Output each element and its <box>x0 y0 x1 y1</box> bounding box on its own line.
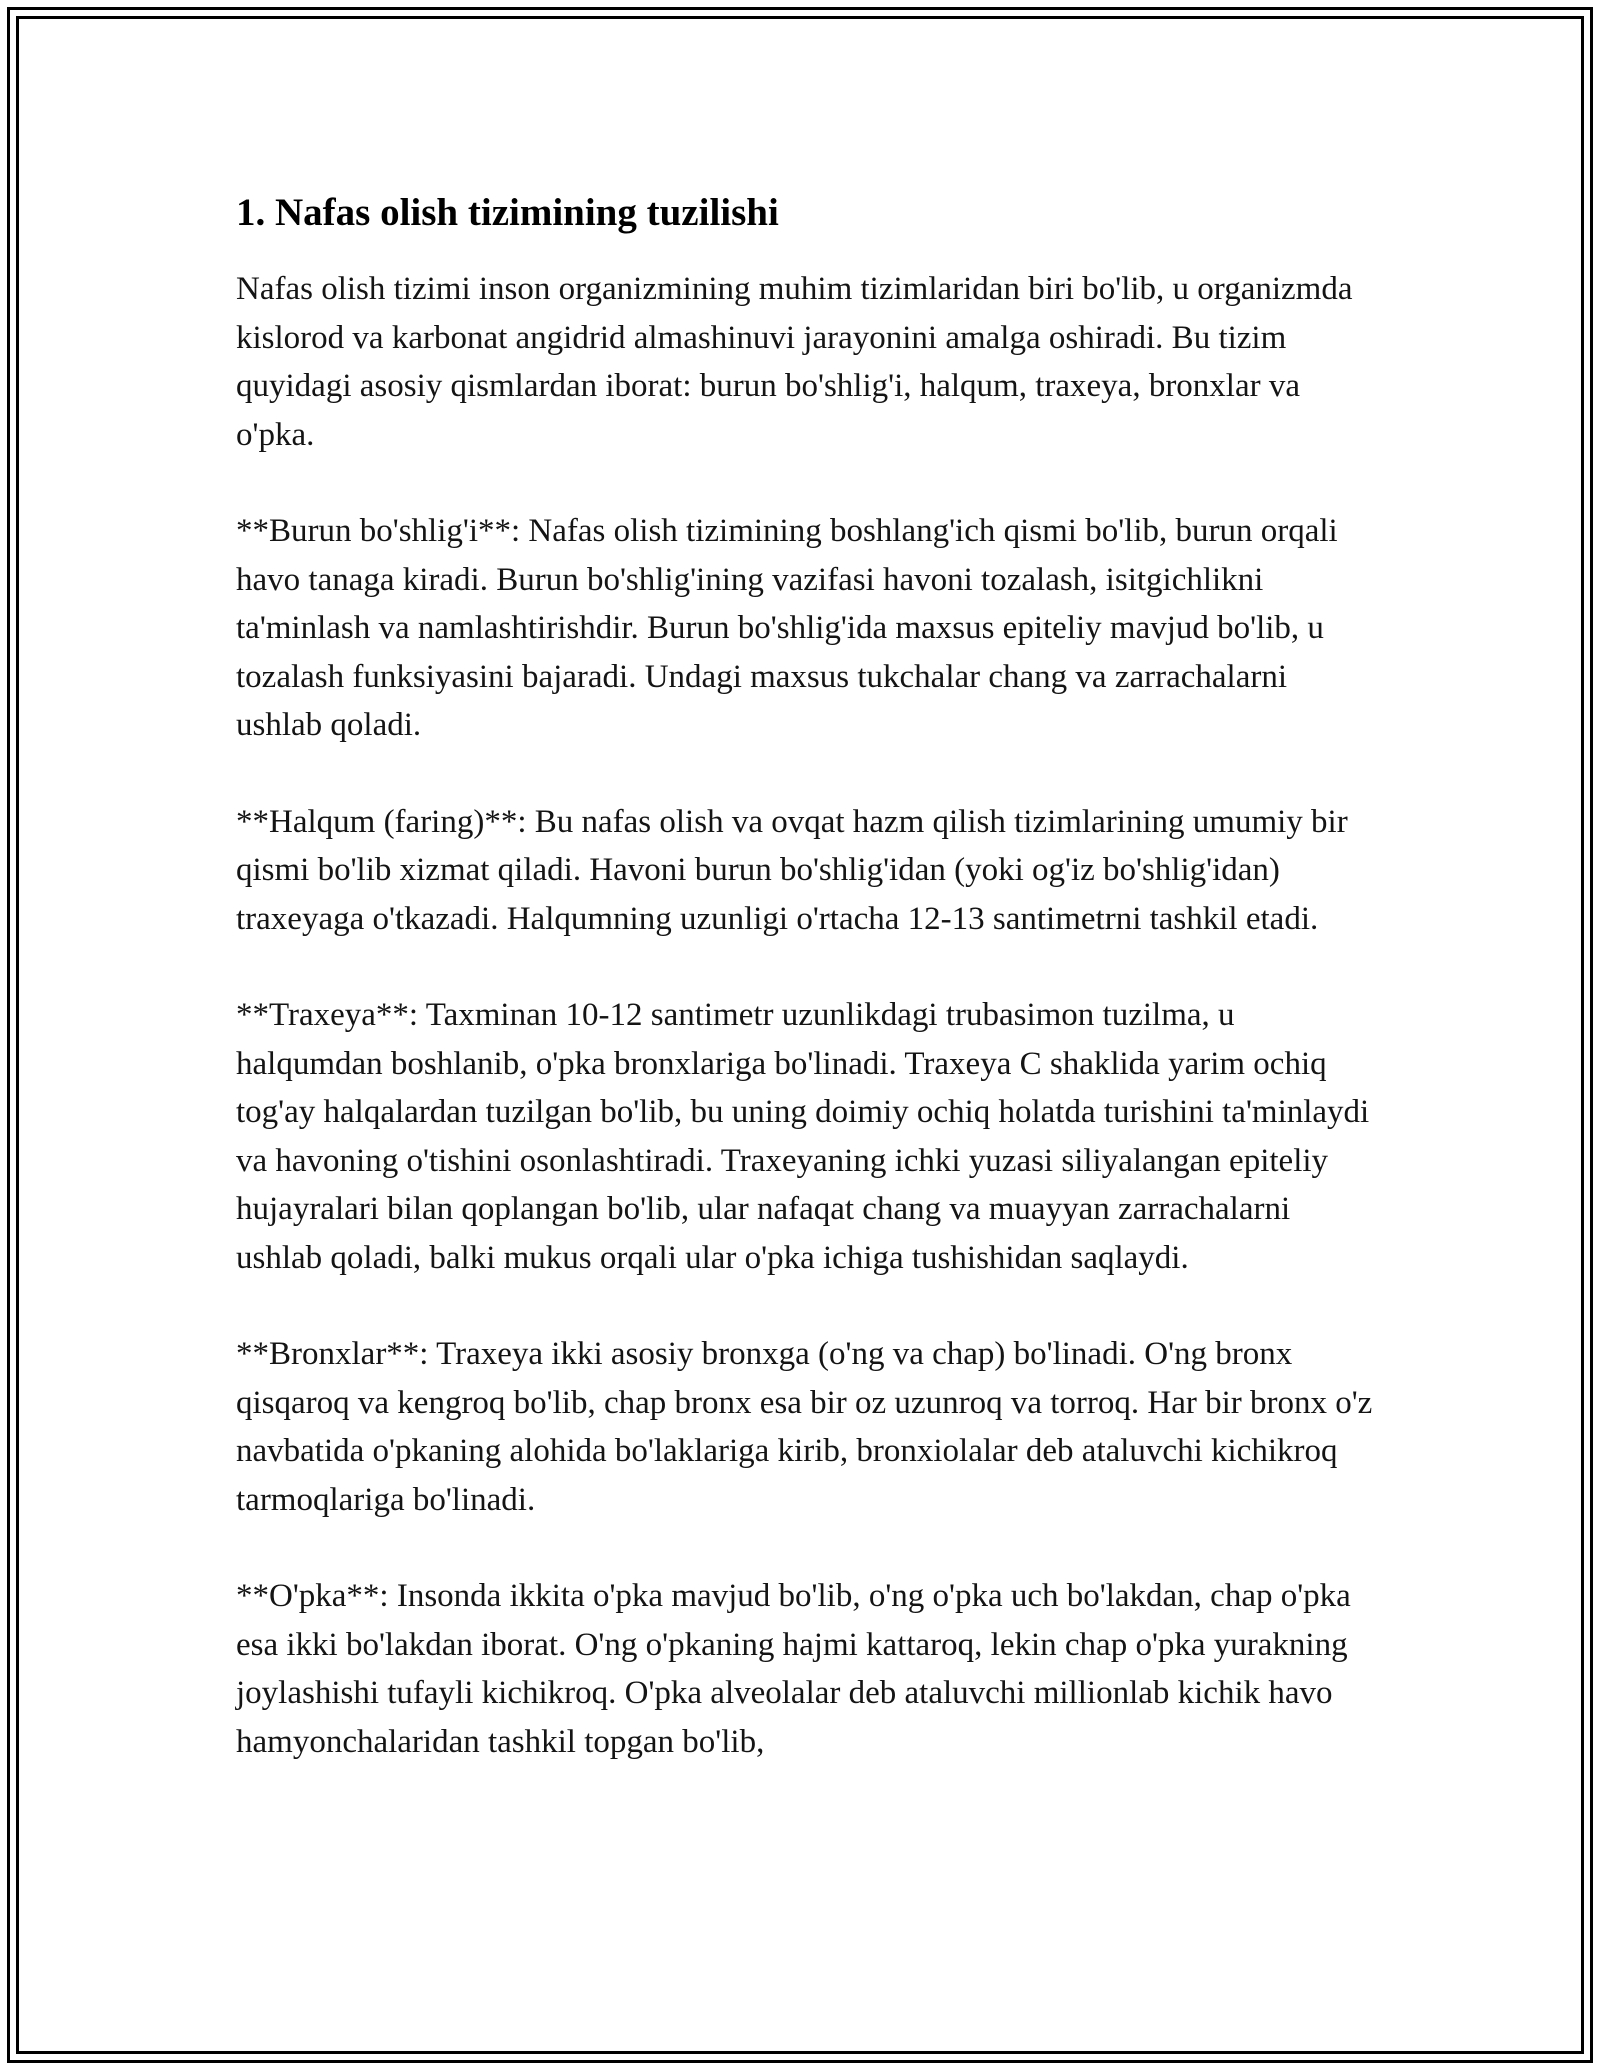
paragraph-intro: Nafas olish tizimi inson organizmining muhim tizimlaridan biri bo'lib, u organizmda kislorod va karbonat angidrid almashinuvi jarayonini amalga oshiradi. Bu tizim quyidagi asosiy qismlardan iborat: burun bo'shlig'i, halqum, traxeya, bronxlar va o'pka. <box>236 271 1353 453</box>
paragraph-opka: **O'pka**: Insonda ikkita o'pka mavjud bo'lib, o'ng o'pka uch bo'lakdan, chap o'pka esa ikki bo'lakdan iborat. O'ng o'pkaning hajmi kattaroq, lekin chap o'pka yurakning joylashishi tufayli kichikroq. O'pka alveolalar deb ataluvchi millionlab kichik havo hamyonchalaridan tashkil topgan bo'lib, <box>236 1578 1351 1760</box>
paragraph-traxeya: **Traxeya**: Taxminan 10-12 santimetr uzunlikdagi trubasimon tuzilma, u halqumdan boshlanib, o'pka bronxlariga bo'linadi. Traxeya C shaklida yarim ochiq tog'ay halqalardan tuzilgan bo'lib, bu uning doimiy ochiq holatda turishini ta'minlaydi va havoning o'tishini osonlashtiradi. Traxeyaning ichki yuzasi siliyalangan epiteliy hujayralari bilan qoplangan bo'lib, ular nafaqat chang va muayyan zarrachalarni ushlab qoladi, balki mukus orqali ular o'pka ichiga tushishidan saqlaydi. <box>236 997 1370 1276</box>
paragraph-bronxlar: **Bronxlar**: Traxeya ikki asosiy bronxga (o'ng va chap) bo'linadi. O'ng bronx qisqaroq va kengroq bo'lib, chap bronx esa bir oz uzunroq va torroq. Har bir bronx o'z navbatida o'pkaning alohida bo'laklariga kirib, bronxiolalar deb ataluvchi kichikroq tarmoqlariga bo'linadi. <box>236 1336 1373 1518</box>
document-body <box>236 185 1376 1814</box>
paragraph-burun-boshligi: **Burun bo'shlig'i**: Nafas olish tizimining boshlang'ich qismi bo'lib, burun orqali havo tanaga kiradi. Burun bo'shlig'ining vazifasi havoni tozalash, isitgichlikni ta'minlash va namlashtirishdir. Burun bo'shlig'ida maxsus epiteliy mavjud bo'lib, u tozalash funksiyasini bajaradi. Undagi maxsus tukchalar chang va zarrachalarni ushlab qoladi. <box>236 513 1338 743</box>
section-title: 1. Nafas olish tizimining tuzilishi <box>236 191 779 234</box>
paragraph-halqum: **Halqum (faring)**: Bu nafas olish va ovqat hazm qilish tizimlarining umumiy bir qismi bo'lib xizmat qiladi. Havoni burun bo'shlig'idan (yoki og'iz bo'shlig'idan) traxeyaga o'tkazadi. Halqumning uzunligi o'rtacha 12-13 santimetrni tashkil etadi. <box>236 803 1348 937</box>
